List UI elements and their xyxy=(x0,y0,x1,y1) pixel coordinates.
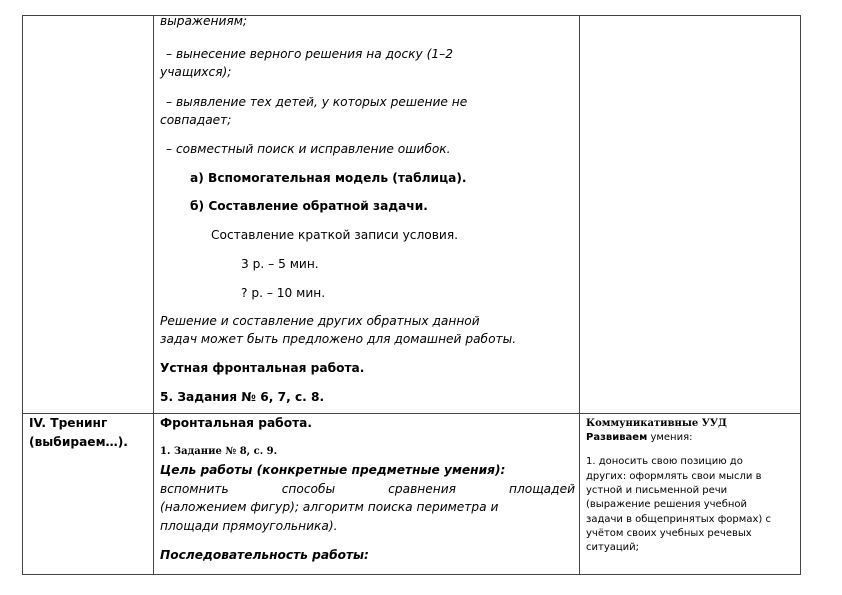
skill-line-3: устной и письменной речи xyxy=(586,485,728,496)
list-item-1-line1: – вынесение верного решения на доску (1–2 xyxy=(166,47,453,61)
sequence-heading: Последовательность работы: xyxy=(160,548,369,562)
list-item-3: – совместный поиск и исправление ошибок. xyxy=(166,142,451,156)
table-column-divider-1 xyxy=(153,15,154,575)
develop-skills-line xyxy=(586,431,692,444)
list-item-2-line1: – выявление тех детей, у которых решение не xyxy=(166,95,468,109)
uud-title: Коммуникативные УУД xyxy=(586,418,727,429)
table-border-middle xyxy=(22,413,801,414)
table-border-right xyxy=(800,15,801,575)
table-column-divider-2 xyxy=(579,15,580,575)
skill-line-4: (выражение решения учебной xyxy=(586,499,748,510)
stage-title-line-2: (выбираем…). xyxy=(29,435,128,449)
task-heading: 1. Задание № 8, с. 9. xyxy=(160,446,278,457)
skill-line-2: других: оформлять свои мысли в xyxy=(586,471,762,482)
tasks-line: 5. Задания № 6, 7, с. 8. xyxy=(160,390,325,404)
homework-line-2: задач может быть предложено для домашней работы. xyxy=(160,332,517,346)
homework-line-1: Решение и составление других обратных данной xyxy=(160,314,480,328)
frontal-work-heading: Фронтальная работа. xyxy=(160,416,312,430)
table-border-bottom xyxy=(22,574,801,575)
goal-line-2: вспомнить способы сравнения площадей xyxy=(160,482,575,496)
table-border-left xyxy=(22,15,23,575)
model-b-heading: б) Составление обратной задачи. xyxy=(190,199,428,213)
goal-line-3: (наложением фигур); алгоритм поиска периметра и xyxy=(160,500,499,514)
condition-line-1: 3 р. – 5 мин. xyxy=(241,257,319,271)
skill-line-7: ситуаций; xyxy=(586,542,640,553)
list-item-2-line2: совпадает; xyxy=(160,113,232,127)
skill-line-5: задачи в общепринятых формах) с xyxy=(586,514,771,525)
goal-line-4: площади прямоугольника). xyxy=(160,519,338,533)
skill-line-1: 1. доносить свою позицию до xyxy=(586,456,743,467)
short-record-text: Составление краткой записи условия. xyxy=(211,228,459,242)
develop-rest: умения: xyxy=(647,432,693,443)
skill-line-6: учётом своих учебных речевых xyxy=(586,528,752,539)
model-a-heading: а) Вспомогательная модель (таблица). xyxy=(190,171,467,185)
goal-heading: Цель работы (конкретные предметные умения): xyxy=(160,463,506,477)
line-top: выражениям; xyxy=(160,14,248,28)
table-border-top xyxy=(22,15,801,16)
develop-bold: Развиваем xyxy=(586,432,648,443)
stage-title-line-1: IV. Тренинг xyxy=(29,416,108,430)
list-item-1-line2: учащихся); xyxy=(160,65,232,79)
condition-line-2: ? р. – 10 мин. xyxy=(241,286,326,300)
oral-work-heading: Устная фронтальная работа. xyxy=(160,361,365,375)
